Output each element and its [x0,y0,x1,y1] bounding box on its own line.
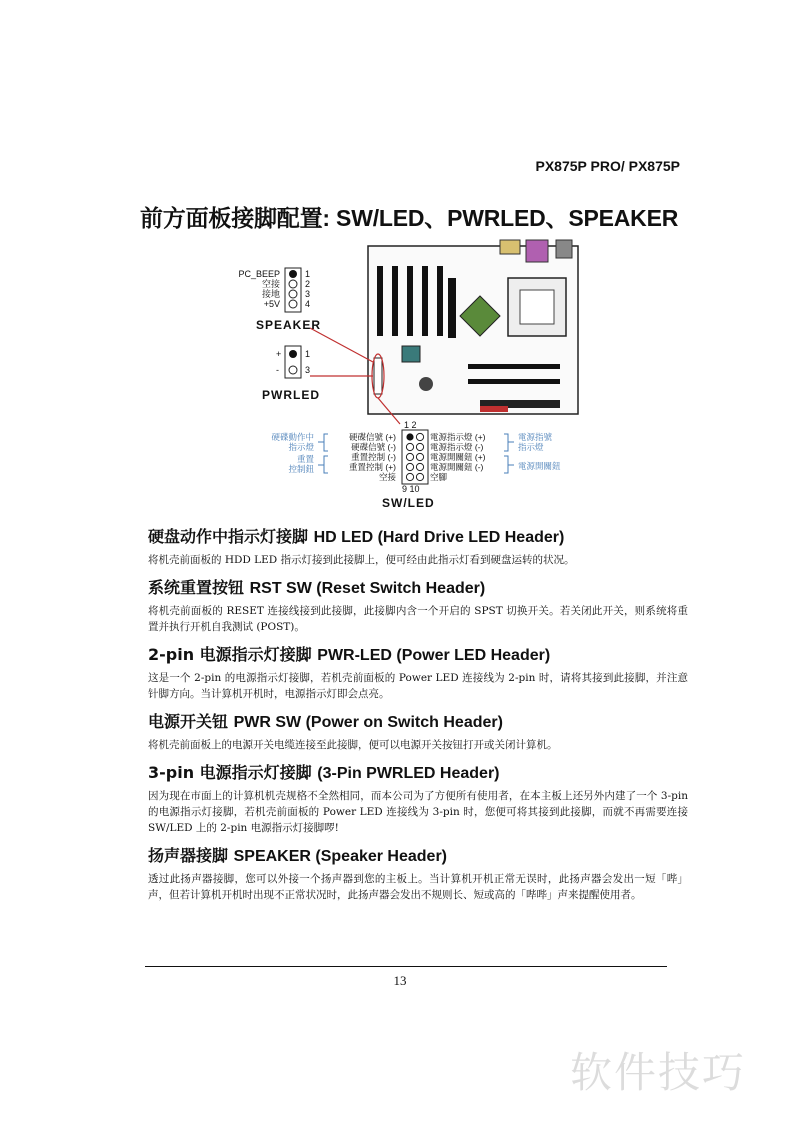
power-switch-group-label: 電源開關鈕 [518,461,561,471]
section-heading-cn: 扬声器接脚 [148,846,229,865]
io-connector [500,240,520,254]
speaker-caption: SPEAKER [256,318,322,332]
page-title-cn: 前方面板接脚配置 [140,206,323,232]
sections-list [148,526,688,912]
section-heading-en: PWR-LED (Power LED Header) [317,647,551,664]
page-title [140,200,678,233]
section-heading-cn: 3-pin 电源指示灯接脚 [148,763,312,782]
pin-number: 1 [305,349,311,359]
pwrled-pin-plus: + [276,349,282,359]
io-connector [526,240,548,262]
group-label: 電源指號 [518,432,553,442]
group-label: 指示燈 [288,442,314,452]
red-connector [480,406,508,412]
section-heading-cn: 电源开关钮 [148,712,229,731]
swled-pin-label: 硬碟信號 (+) [349,432,396,442]
section-heading [148,762,688,785]
section-heading-cn: 系统重置按钮 [148,578,245,597]
pwrled-pin-minus: - [276,365,279,375]
section-heading-en: (3-Pin PWRLED Header) [317,765,500,782]
swled-top-numbers: 1 2 [404,420,417,430]
swled-header [402,430,428,484]
group-label: 硬碟動作中 [271,432,314,442]
section-body: 将机壳前面板的 RESET 连接线接到此接脚，此接脚内含一个开启的 SPST 切换开关。若关闭此开关，则系统将重置并执行开机自我测试 (POST)。 [148,605,688,633]
speaker-pin-labels [238,269,280,309]
section-heading-en: SPEAKER (Speaker Header) [233,848,448,865]
section-heading-cn: 2-pin 电源指示灯接脚 [148,645,312,664]
section-heading-en: RST SW (Reset Switch Header) [249,580,486,597]
swled-left-labels [349,432,396,482]
section-body: 将机壳前面板上的电源开关电缆连接至此接脚，便可以电源开关按钮打开或关闭计算机。 [148,739,558,751]
section-heading [148,845,688,868]
footer-divider [145,966,667,967]
section-heading [148,711,688,734]
page-title-en: : SW/LED、PWRLED、SPEAKER [322,205,679,231]
group-label: 重置 [296,454,314,464]
section-heading-en: PWR SW (Power on Switch Header) [233,714,503,731]
page-number: 13 [393,973,407,988]
reset-group-label [288,454,314,474]
section-body: 将机壳前面板的 HDD LED 指示灯接到此接脚上，便可经由此指示灯看到硬盘运转的状况。 [148,554,575,566]
section-pwr-sw [148,711,688,753]
front-panel-header [374,358,382,394]
swled-pin-label: 空腳 [430,472,448,482]
pin-number: 4 [305,299,311,309]
section-heading [148,644,688,667]
section-heading-en: HD LED (Hard Drive LED Header) [313,529,565,546]
section-body: 透过此扬声器接脚，您可以外接一个扬声器到您的主板上。当计算机开机正常无误时，此扬声器会发出一短「哔」声，但若计算机开机时出现不正常状况时，此扬声器会发出不规则长、短或高的「哔哔」声来提醒使用者。 [148,873,688,901]
section-body: 因为现在市面上的计算机机壳规格不全然相同，而本公司为了方便所有使用者，在本主板上还另外内建了一个 3-pin 的电源指示灯接脚，若机壳前面板的 Power LED 连接线为 3-pin 时，您便可将其接到此接脚，而就不再需要连接 SW/LED 上的 2-pin 电源指示灯接脚啰! [148,790,688,834]
section-pwr-led [148,644,688,702]
section-3pin-pwrled [148,762,688,836]
swled-pin-label: 電源指示燈 (+) [430,432,486,442]
swled-caption: SW/LED [382,496,435,510]
section-rst-sw [148,577,688,635]
swled-pin-label: 空接 [378,472,396,482]
diagram-graphics [230,238,590,520]
section-hd-led [148,526,688,568]
section-speaker [148,845,688,903]
swled-pin-label: 重置控制 (+) [349,462,396,472]
section-heading-cn: 硬盘动作中指示灯接脚 [148,527,309,546]
speaker-pin-numbers [305,269,310,309]
speaker-pin-2: 空接 [261,279,280,289]
io-connector [556,240,572,258]
section-heading [148,577,688,600]
speaker-pin-3: 接地 [261,289,280,299]
section-body: 这是一个 2-pin 的电源指示灯接脚，若机壳前面板的 Power LED 连接线为 2-pin 时，请将其接到此接脚，并注意针脚方向。当计算机开机时，电源指示灯即会点亮。 [148,672,688,700]
speaker-pin-4: +5V [263,299,280,309]
connector-diagram [230,238,590,520]
swled-pin-label: 電源開關鈕 (-) [430,462,484,472]
pin-number: 3 [305,365,311,375]
swled-pin-label: 硬碟信號 (-) [351,442,396,452]
model-header: PX875P PRO/ PX875P [535,158,680,174]
swled-pin-label: 重置控制 (-) [351,452,396,462]
group-label: 指示燈 [518,442,544,452]
swled-bottom-numbers: 9 10 [402,484,420,494]
hdd-led-group-label [271,432,314,452]
section-heading [148,526,688,549]
group-label: 控制鈕 [288,464,314,474]
pin-number: 3 [305,289,311,299]
pwrled-caption: PWRLED [262,388,320,402]
swled-pin-label: 電源指示燈 (-) [430,442,484,452]
pin-number: 1 [305,269,311,279]
watermark: 软件技巧 [570,1048,747,1097]
chip [402,346,420,362]
speaker-pin-1: PC_BEEP [238,269,280,279]
battery [419,377,433,391]
swled-right-labels [430,432,486,482]
pin-number: 2 [305,279,311,289]
power-led-group-label [518,432,552,452]
swled-pin-label: 電源開關鈕 (+) [430,452,486,462]
